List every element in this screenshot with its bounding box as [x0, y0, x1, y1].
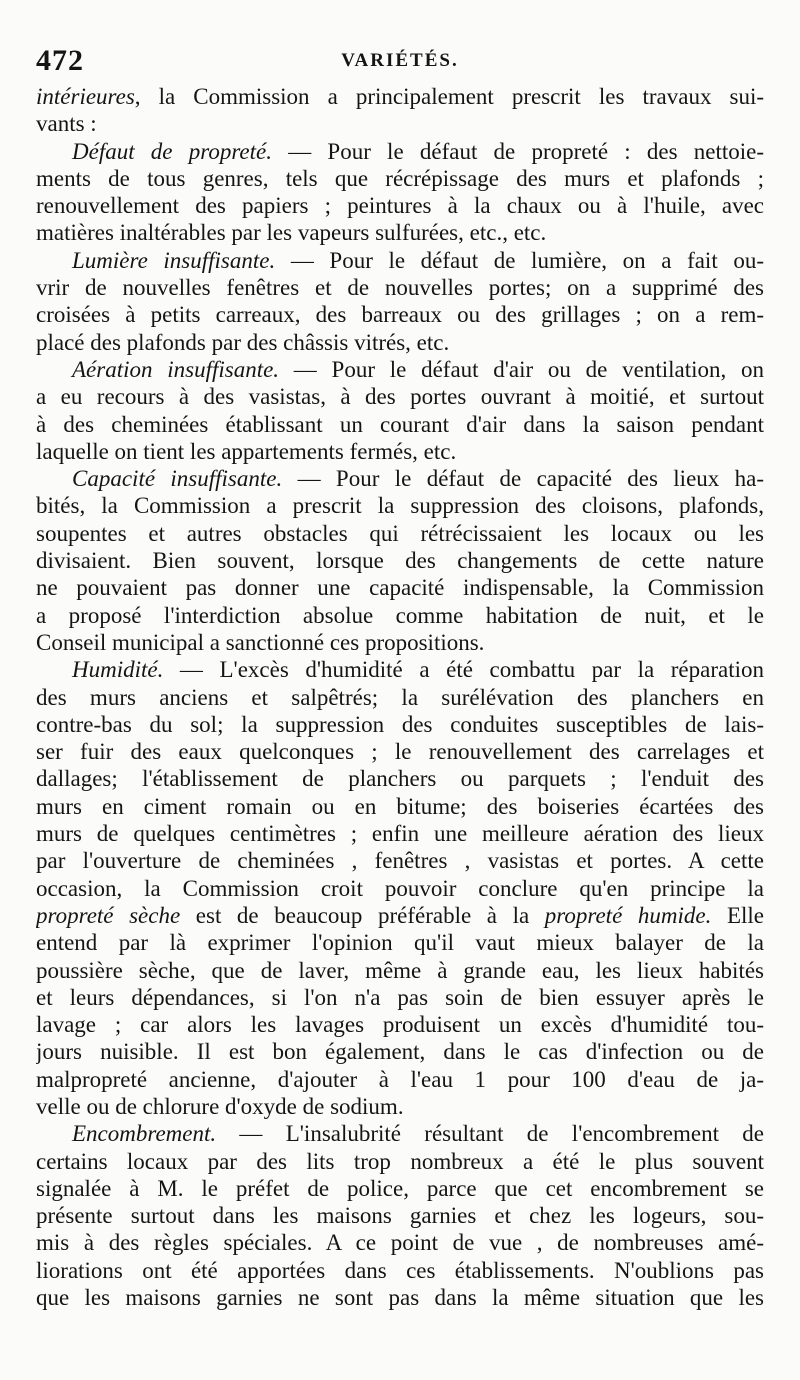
text-run: jours nuisible. Il est bon également, dans le cas d'infection ou de	[36, 1039, 764, 1065]
text-line	[36, 957, 764, 984]
text-line	[36, 411, 764, 438]
text-run: bités, la Commission a prescrit la suppression des cloisons, plafonds,	[36, 493, 764, 519]
running-head: VARIÉTÉS.	[341, 50, 459, 71]
text-run: à des cheminées établissant un courant d'air dans la saison pendant	[36, 411, 764, 437]
text-run: occasion, la Commission croit pouvoir conclure qu'en principe la	[36, 875, 764, 901]
text-line	[36, 629, 764, 656]
text-run: entend par là exprimer l'opinion qu'il vaut mieux balayer de la	[36, 930, 764, 956]
text-line	[36, 984, 764, 1011]
text-line	[36, 902, 764, 929]
text-line	[36, 492, 764, 519]
text-line	[36, 1038, 764, 1065]
text-run: dallages; l'établissement de planchers ou parquets ; l'enduit des	[36, 766, 764, 792]
text-line	[36, 1011, 764, 1038]
text-line	[36, 247, 764, 274]
text-run: et leurs dépendances, si l'on n'a pas soin de bien essuyer après le	[36, 984, 764, 1010]
italic-run: Encombrement.	[72, 1121, 217, 1147]
text-line	[36, 110, 764, 137]
text-run: ser fuir des eaux quelconques ; le renouvellement des carrelages et	[36, 739, 764, 765]
text-line	[36, 738, 764, 765]
text-run: liorations ont été apportées dans ces établissements. N'oublions pas	[36, 1257, 764, 1283]
text-line	[36, 1257, 764, 1284]
text-line	[36, 656, 764, 683]
text-line	[36, 383, 764, 410]
text-line	[36, 711, 764, 738]
text-line	[36, 465, 764, 492]
text-line	[36, 1120, 764, 1147]
text-line	[36, 520, 764, 547]
text-line	[36, 301, 764, 328]
text-run: — Pour le défaut de capacité des lieux ha-	[282, 466, 764, 492]
text-run: murs de quelques centimètres ; enfin une meilleure aération des lieux	[36, 821, 764, 847]
italic-run: Défaut de propreté.	[72, 138, 272, 164]
text-line	[36, 684, 764, 711]
text-run: — Pour le défaut d'air ou de ventilation, on	[279, 356, 764, 382]
text-line	[36, 602, 764, 629]
text-run: croisées à petits carreaux, des barreaux ou des grillages ; on a rem-	[36, 302, 764, 328]
text-line	[36, 1066, 764, 1093]
text-run: renouvellement des papiers ; peintures à la chaux ou à l'huile, avec	[36, 193, 764, 219]
text-line	[36, 192, 764, 219]
text-run: que les maisons garnies ne sont pas dans la même situation que les	[36, 1285, 764, 1311]
text-run: — L'excès d'humidité a été combattu par la réparation	[163, 657, 764, 683]
text-run: soupentes et autres obstacles qui rétrécissaient les locaux ou les	[36, 520, 764, 546]
text-line	[36, 820, 764, 847]
text-run: matières inaltérables par les vapeurs sulfurées, etc., etc.	[36, 220, 547, 246]
text-run: ne pouvaient pas donner une capacité indispensable, la Commission	[36, 575, 764, 601]
text-run: murs en ciment romain ou en bitume; des boiseries écartées des	[36, 793, 764, 819]
body-text	[36, 83, 764, 1311]
text-run: malpropreté ancienne, d'ajouter à l'eau 1 pour 100 d'eau de ja-	[36, 1066, 764, 1092]
text-run: vants :	[36, 111, 97, 137]
text-line	[36, 219, 764, 246]
text-run: velle ou de chlorure d'oxyde de sodium.	[36, 1093, 404, 1119]
page-header	[36, 38, 764, 78]
text-line	[36, 847, 764, 874]
text-line	[36, 1175, 764, 1202]
text-line	[36, 875, 764, 902]
italic-run: propreté sèche	[36, 902, 181, 928]
italic-run: intérieures	[36, 84, 135, 109]
text-line	[36, 356, 764, 383]
text-line	[36, 165, 764, 192]
text-line	[36, 1093, 764, 1120]
text-line	[36, 138, 764, 165]
text-run: par l'ouverture de cheminées , fenêtres , vasistas et portes. A cette	[36, 848, 764, 874]
text-line	[36, 83, 764, 110]
text-line	[36, 438, 764, 465]
text-run: ments de tous genres, tels que récrépissage des murs et plafonds ;	[36, 165, 764, 191]
text-line	[36, 1202, 764, 1229]
text-run: certains locaux par des lits trop nombreux a été le plus souvent	[36, 1148, 764, 1174]
text-line	[36, 1148, 764, 1175]
text-run: laquelle on tient les appartements fermés, etc.	[36, 438, 457, 464]
italic-run: propreté humide.	[544, 902, 712, 928]
text-run: poussière sèche, que de laver, même à grande eau, les lieux habités	[36, 957, 764, 983]
text-run: des murs anciens et salpêtrés; la surélévation des planchers en	[36, 684, 764, 710]
text-run: a eu recours à des vasistas, à des portes ouvrant à moitié, et surtout	[36, 384, 764, 410]
italic-run: Capacité insuffisante.	[72, 466, 283, 492]
text-line	[36, 329, 764, 356]
text-run: contre-bas du sol; la suppression des conduites susceptibles de lais-	[36, 711, 764, 737]
text-run: vrir de nouvelles fenêtres et de nouvelles portes; on a supprimé des	[36, 275, 764, 301]
text-run: Conseil municipal a sanctionné ces propositions.	[36, 629, 485, 655]
text-line	[36, 547, 764, 574]
text-run: a proposé l'interdiction absolue comme habitation de nuit, et le	[36, 602, 764, 628]
text-run: Elle	[711, 902, 764, 928]
page-number: 472	[36, 44, 84, 77]
text-run: — Pour le défaut de propreté : des nettoie-	[271, 138, 764, 164]
text-run: présente surtout dans les maisons garnies et chez les logeurs, sou-	[36, 1203, 764, 1229]
text-line	[36, 929, 764, 956]
text-run: lavage ; car alors les lavages produisent un excès d'humidité tou-	[36, 1012, 764, 1038]
text-line	[36, 1229, 764, 1256]
text-run: est de beaucoup préférable à la	[180, 902, 545, 928]
italic-run: Humidité.	[72, 657, 164, 683]
text-run: divisaient. Bien souvent, lorsque des changements de cette nature	[36, 548, 764, 574]
text-run: mis à des règles spéciales. A ce point de vue , de nombreuses amé-	[36, 1230, 764, 1256]
italic-run: Lumière insuffisante.	[72, 247, 276, 273]
text-line	[36, 1284, 764, 1311]
text-run: signalée à M. le préfet de police, parce que cet encombrement se	[36, 1175, 764, 1201]
text-line	[36, 574, 764, 601]
text-line	[36, 793, 764, 820]
text-run: , la Commission a principalement prescrit les travaux sui-	[134, 84, 764, 109]
text-run: — Pour le défaut de lumière, on a fait ou-	[275, 247, 764, 273]
text-line	[36, 765, 764, 792]
italic-run: Aération insuffisante.	[72, 356, 280, 382]
text-run: — L'insalubrité résultant de l'encombrement de	[216, 1121, 764, 1147]
text-run: placé des plafonds par des châssis vitrés, etc.	[36, 329, 450, 355]
text-line	[36, 274, 764, 301]
